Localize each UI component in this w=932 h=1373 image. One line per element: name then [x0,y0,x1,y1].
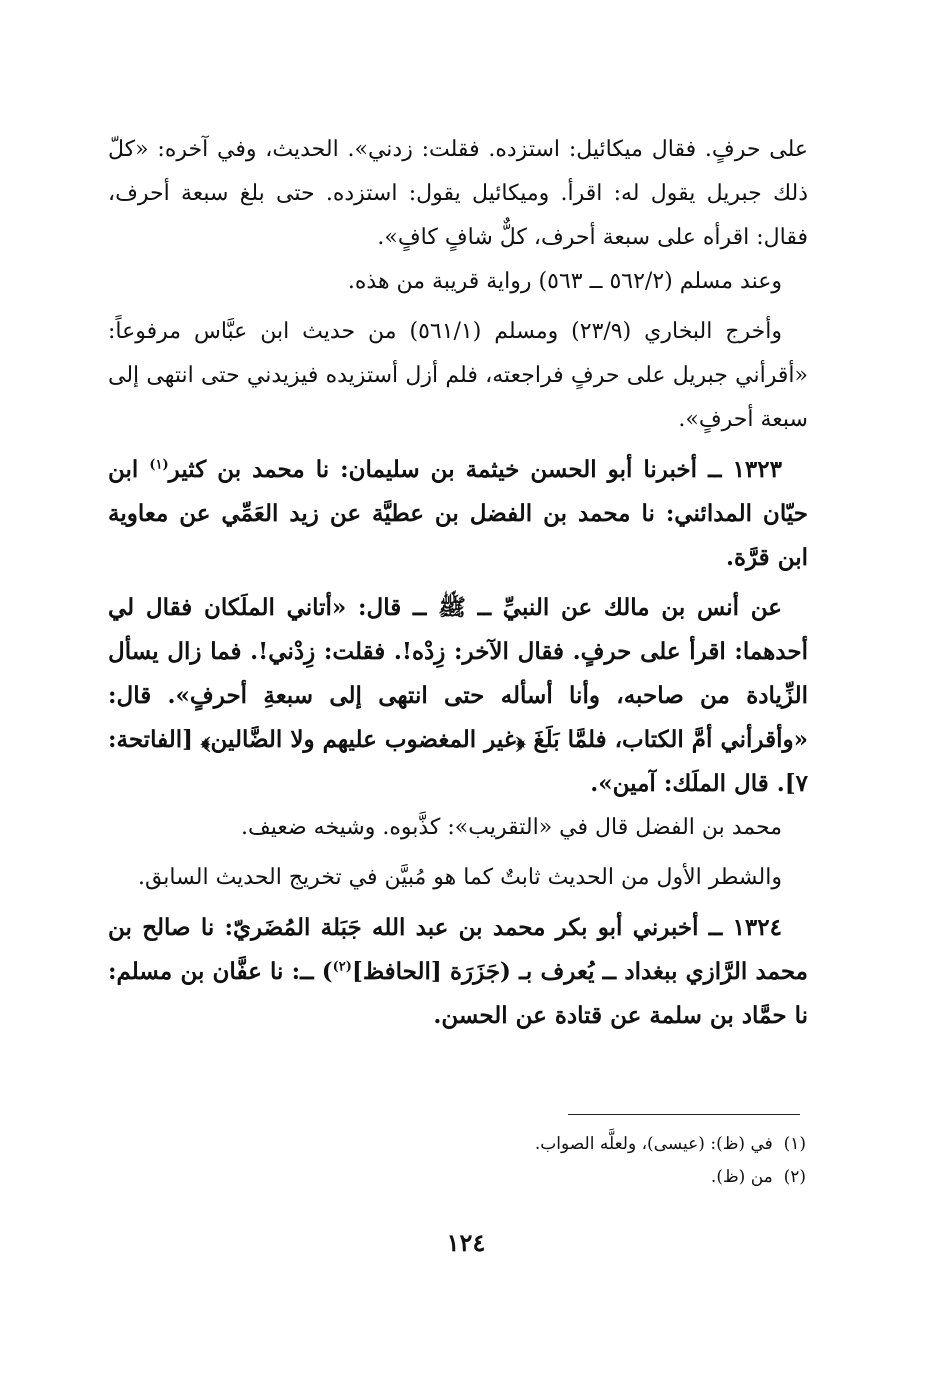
footnote-ref: (١) [149,457,169,473]
footnote-mark: (١) [783,1134,806,1154]
main-text [108,128,808,1038]
page-number: ١٢٤ [446,1228,486,1257]
footnote-text: في (ظ): (عيسى)، ولعلَّه الصواب. [534,1134,773,1154]
isnad-text-continued: ابن حيّان المدائني: نا محمد بن الفضل بن عطيَّة عن زيد العَمِّي عن معاوية ابن قرَّة. [108,456,808,571]
footnote-text: من (ظ). [710,1167,773,1187]
hadith-1323-matn: عن أنس بن مالك عن النبيِّ ــ ﷺ ــ قال: «أتاني الملَكان فقال لي أحدهما: اقرأ على حرفٍ. فقال الآخر: زِدْه!. فقلت: زِدْني!. فما زال يسأل الزِّيادة من صاحبه، وأنا أسأله حتى انتهى إلى سبعةِ أحرفٍ». قال: «وأقرأني أمَّ الكتاب، فلمَّا بَلَغَ ﴿غير المغضوب عليهم ولا الضَّالين﴾ [الفاتحة: ٧]. قال الملَك: آمين». [108,594,808,797]
footnote-divider [568,1114,800,1115]
paragraph-taqrib-note: محمد بن الفضل قال في «التقريب»: كذَّبوه. وشيخه ضعيف. [240,815,782,840]
footnote-ref: (٢) [332,959,352,975]
footnote-mark: (٢) [783,1167,806,1187]
paragraph-takhrij-note: والشطر الأول من الحديث ثابتٌ كما هو مُبيَّن في تخريج الحديث السابق. [137,865,782,890]
isnad-text: ــ أخبرنا أبو الحسن خيثمة بن سليمان: نا محمد بن كثير [168,456,722,483]
footnote-2 [440,1161,806,1194]
isnad-text: ــ أخبرني أبو بكر محمد بن عبد الله جَبَلة المُضَريّ: نا صالح بن محمد الرَّازي ببغداد ــ يُعرف بـ (جَزَرَة [الحافظ] [108,914,808,985]
hadith-number: ١٣٢٤ [732,914,782,941]
hadith-1323-isnad [108,448,808,580]
footnote-1 [440,1128,806,1161]
isnad-text-continued: ) ــ: نا عفَّان بن مسلم: نا حمَّاد بن سلمة عن قتادة عن الحسن. [108,958,808,1029]
paragraph-bukhari-reference: وأخرج البخاري (٢٣/٩) ومسلم (٥٦١/١) من حديث ابن عبَّاس مرفوعاً: «أقرأني جبريل على حرفٍ فراجعته، فلم أزل أستزيده فيزيدني حتى انتهى إلى سبعة أحرفٍ». [108,319,808,432]
paragraph-muslim-reference: وعند مسلم (٥٦٢/٢ ــ ٥٦٣) رواية قريبة من هذه. [347,269,782,294]
footnotes [440,1128,806,1194]
paragraph-hadith-continuation: على حرفٍ. فقال ميكائيل: استزده. فقلت: زدني». الحديث، وفي آخره: «كلّ ذلك جبريل يقول له: اقرأ. وميكائيل يقول: استزده. حتى بلغ سبعة أحرف، فقال: اقرأه على سبعة أحرف، كلٌّ شافٍ كافٍ». [108,137,809,250]
hadith-1324-isnad [108,906,808,1038]
hadith-number: ١٣٢٣ [732,456,782,483]
